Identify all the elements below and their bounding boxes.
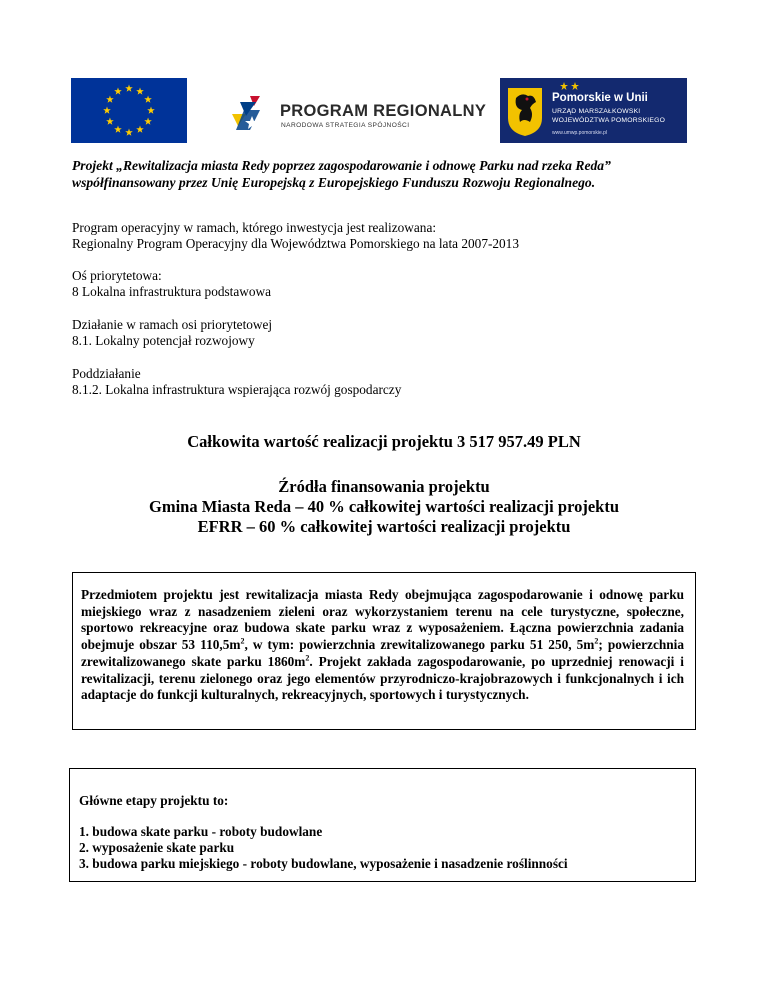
eu-stars-icon [71, 78, 187, 143]
program-logo-subtitle: NARODOWA STRATEGIA SPÓJNOŚCI [281, 122, 410, 129]
nss-emblem-icon [226, 92, 276, 136]
program-label: Program operacyjny w ramach, którego inwestycja jest realizowana: [72, 220, 437, 235]
eu-star-icon [106, 118, 114, 125]
eu-star-icon [125, 129, 133, 136]
eu-star-icon [114, 87, 122, 94]
eu-star-icon [136, 87, 144, 94]
eu-star-icon [114, 126, 122, 133]
funding-gmina: Gmina Miasta Reda – 40 % całkowitej wartości realizacji projektu [148, 497, 620, 516]
stage-item-3: 3. budowa parku miejskiego - roboty budowlane, wyposażenie i nasadzenie roślinności [79, 856, 568, 871]
project-description-text [81, 587, 684, 704]
eu-star-icon [136, 126, 144, 133]
stage-item-1: 1. budowa skate parku - roboty budowlane [79, 824, 323, 839]
description-sup3: 2 [305, 653, 310, 663]
project-stages-box [69, 768, 696, 882]
eu-star-icon [106, 96, 114, 103]
griffin-crest-icon [500, 78, 550, 143]
description-part3: ; powierzchnia zrewitalizowanego skate parku 1860m [81, 637, 684, 669]
pomorskie-logo-title: Pomorskie w Unii [552, 92, 648, 104]
project-title-line1: Projekt „Rewitalizacja miasta Redy poprzez zagospodarowanie i odnowę Parku nad rzeka Reda” [72, 158, 611, 173]
pomorskie-logo-url: www.umwp.pomorskie.pl [552, 130, 608, 136]
axis-value: 8 Lokalna infrastruktura podstawowa [72, 284, 272, 299]
stages-title: Główne etapy projektu to: [79, 793, 229, 808]
project-title-line2: współfinansowany przez Unię Europejską z Europejskiego Funduszu Rozwoju Regionalnego. [72, 175, 596, 190]
funding-efrr: EFRR – 60 % całkowitej wartości realizacji projektu [197, 517, 571, 536]
action-label: Działanie w ramach osi priorytetowej [72, 317, 273, 332]
eu-star-icon [125, 85, 133, 92]
funding-sources-title: Źródła finansowania projektu [278, 477, 490, 496]
description-sup1: 2 [240, 636, 245, 646]
stage-item-2: 2. wyposażenie skate parku [79, 840, 235, 855]
program-logo-title: PROGRAM REGIONALNY [280, 102, 487, 120]
description-part2: , w tym: powierzchnia zrewitalizowanego parku 51 250, 5m [244, 637, 595, 653]
program-value: Regionalny Program Operacyjny dla Województwa Pomorskiego na lata 2007-2013 [72, 236, 519, 251]
eu-star-icon [144, 118, 152, 125]
total-value-heading: Całkowita wartość realizacji projektu 3 517 957.49 PLN [187, 432, 581, 451]
eu-star-icon [103, 107, 111, 114]
small-stars-icon [560, 81, 590, 91]
eu-flag-logo [71, 78, 187, 143]
description-part4: . Projekt zakłada zagospodarowanie, po uprzedniej renowacji i rewitalizacji, terenu zielonego oraz jego elementów przyrodniczo-krajobrazowych i funkcjonalnych i ich adaptacje do funkcji kulturalnych, rekreacyjnych, sportowych i turystycznych. [81, 653, 684, 703]
eu-star-icon [144, 96, 152, 103]
eu-star-icon [147, 107, 155, 114]
subaction-label: Poddziałanie [72, 366, 141, 381]
description-part1: Przedmiotem projektu jest rewitalizacja miasta Redy obejmująca zagospodarowanie i odnowę parku miejskiego wraz z nasadzeniem zieleni oraz wykorzystaniem terenu na cele turystyczne, społeczne, sportowo rekreacyjne oraz budowa skate parku wraz z wyposażeniem. Łączna powierzchnia zadania obejmuje obszar 53 110,5m [81, 587, 684, 653]
subaction-value: 8.1.2. Lokalna infrastruktura wspierająca rozwój gospodarczy [72, 382, 402, 397]
pomorskie-logo-line1: URZĄD MARSZAŁKOWSKI [552, 108, 641, 115]
program-regionalny-logo [226, 92, 487, 136]
project-description-box [72, 572, 696, 730]
description-sup2: 2 [594, 636, 599, 646]
axis-label: Oś priorytetowa: [72, 268, 162, 283]
pomorskie-w-unii-logo [500, 78, 687, 143]
pomorskie-logo-line2: WOJEWÓDZTWA POMORSKIEGO [552, 117, 666, 124]
action-value: 8.1. Lokalny potencjał rozwojowy [72, 333, 255, 348]
